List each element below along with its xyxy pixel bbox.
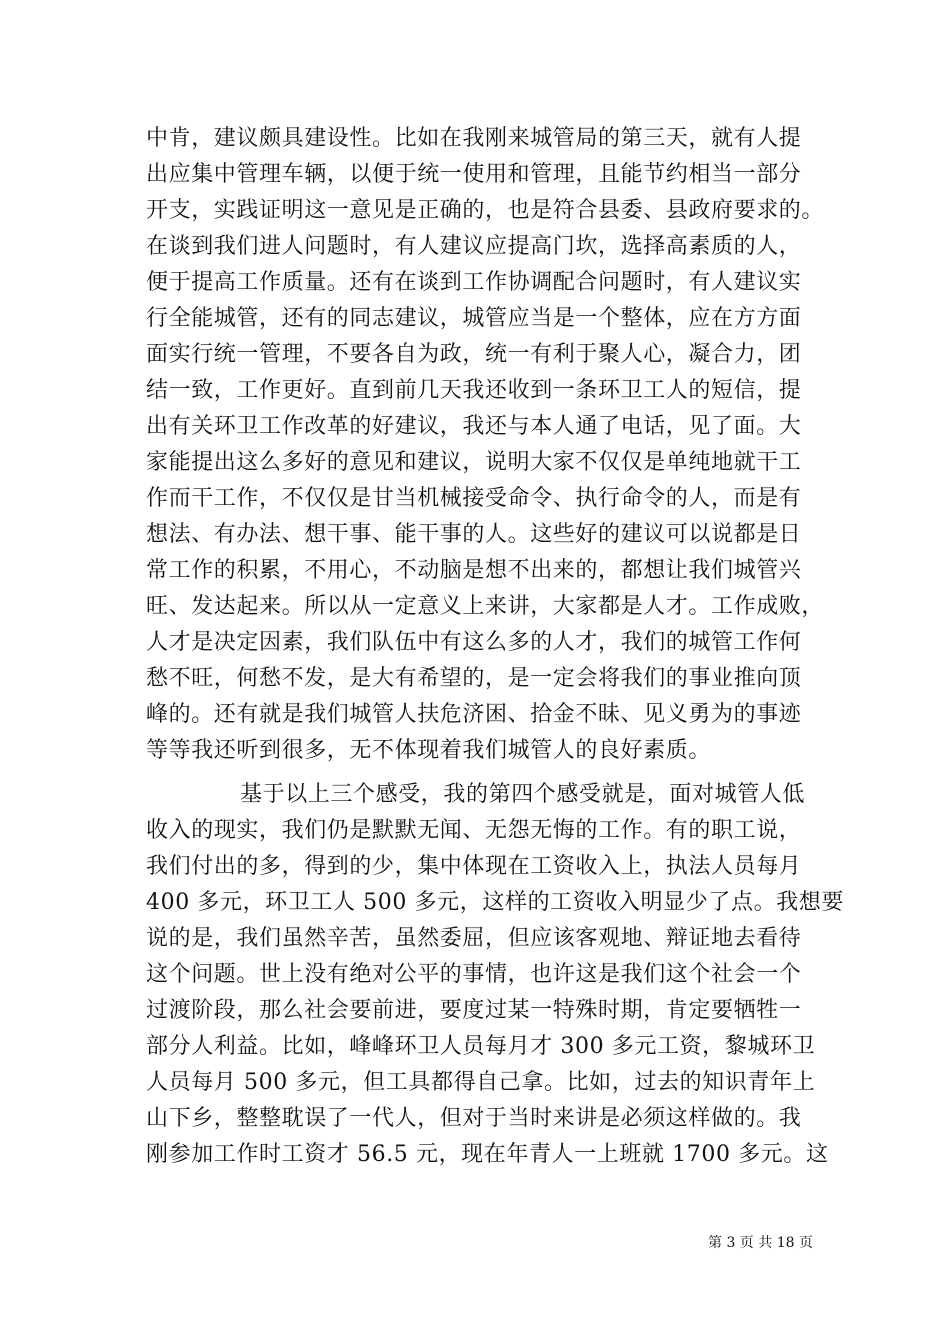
text-line: 我们付出的多，得到的少，集中体现在工资收入上，执法人员每月 <box>146 854 802 879</box>
text-line: 开支，实践证明这一意见是正确的，也是符合县委、县政府要求的。 <box>146 198 825 223</box>
text-line: 说的是，我们虽然辛苦，虽然委屈，但应该客观地、辩证地去看待 <box>146 926 802 951</box>
text-line: 这个问题。世上没有绝对公平的事情，也许这是我们这个社会一个 <box>146 962 802 987</box>
text-line: 结一致，工作更好。直到前几天我还收到一条环卫工人的短信，提 <box>146 378 802 403</box>
text-line: 刚参加工作时工资才 56.5 元，现在年青人一上班就 1700 多元。这 <box>146 1142 829 1167</box>
text-line: 出有关环卫工作改革的好建议，我还与本人通了电话，见了面。大 <box>146 414 802 439</box>
text-line: 人才是决定因素，我们队伍中有这么多的人才，我们的城管工作何 <box>146 630 802 655</box>
text-line: 作而干工作，不仅仅是甘当机械接受命令、执行命令的人，而是有 <box>146 486 802 511</box>
text-line: 收入的现实，我们仍是默默无闻、无怨无悔的工作。有的职工说， <box>146 818 802 843</box>
text-line: 400 多元，环卫工人 500 多元，这样的工资收入明显少了点。我想要 <box>146 890 844 915</box>
text-line: 面实行统一管理，不要各自为政，统一有利于聚人心，凝合力，团 <box>146 342 802 367</box>
text-line: 部分人利益。比如，峰峰环卫人员每月才 300 多元工资，黎城环卫 <box>146 1034 816 1059</box>
text-line: 常工作的积累，不用心，不动脑是想不出来的，都想让我们城管兴 <box>146 558 802 583</box>
text-line: 人员每月 500 多元，但工具都得自己拿。比如，过去的知识青年上 <box>146 1070 816 1095</box>
text-line: 旺、发达起来。所以从一定意义上来讲，大家都是人才。工作成败， <box>146 594 825 619</box>
text-line: 等等我还听到很多，无不体现着我们城管人的良好素质。 <box>146 738 712 763</box>
page-number-footer: 第 3 页 共 18 页 <box>708 1235 813 1251</box>
text-line: 愁不旺，何愁不发，是大有希望的，是一定会将我们的事业推向顶 <box>146 666 802 691</box>
text-line: 峰的。还有就是我们城管人扶危济困、拾金不昧、见义勇为的事迹 <box>146 702 802 727</box>
text-line: 在谈到我们进人问题时，有人建议应提高门坎，选择高素质的人， <box>146 234 802 259</box>
text-line: 出应集中管理车辆，以便于统一使用和管理，且能节约相当一部分 <box>146 162 802 187</box>
text-line: 家能提出这么多好的意见和建议，说明大家不仅仅是单纯地就干工 <box>146 450 802 475</box>
text-line: 行全能城管，还有的同志建议，城管应当是一个整体，应在方方面 <box>146 306 802 331</box>
text-line: 中肯，建议颇具建设性。比如在我刚来城管局的第三天，就有人提 <box>146 126 802 151</box>
text-line: 山下乡，整整耽误了一代人，但对于当时来讲是必须这样做的。我 <box>146 1106 802 1131</box>
text-line: 想法、有办法、想干事、能干事的人。这些好的建议可以说都是日 <box>146 522 802 547</box>
text-line: 便于提高工作质量。还有在谈到工作协调配合问题时，有人建议实 <box>146 270 802 295</box>
paragraph-first-line: 基于以上三个感受，我的第四个感受就是，面对城管人低 <box>240 782 806 807</box>
text-line: 过渡阶段，那么社会要前进，要度过某一特殊时期，肯定要牺牲一 <box>146 998 802 1023</box>
